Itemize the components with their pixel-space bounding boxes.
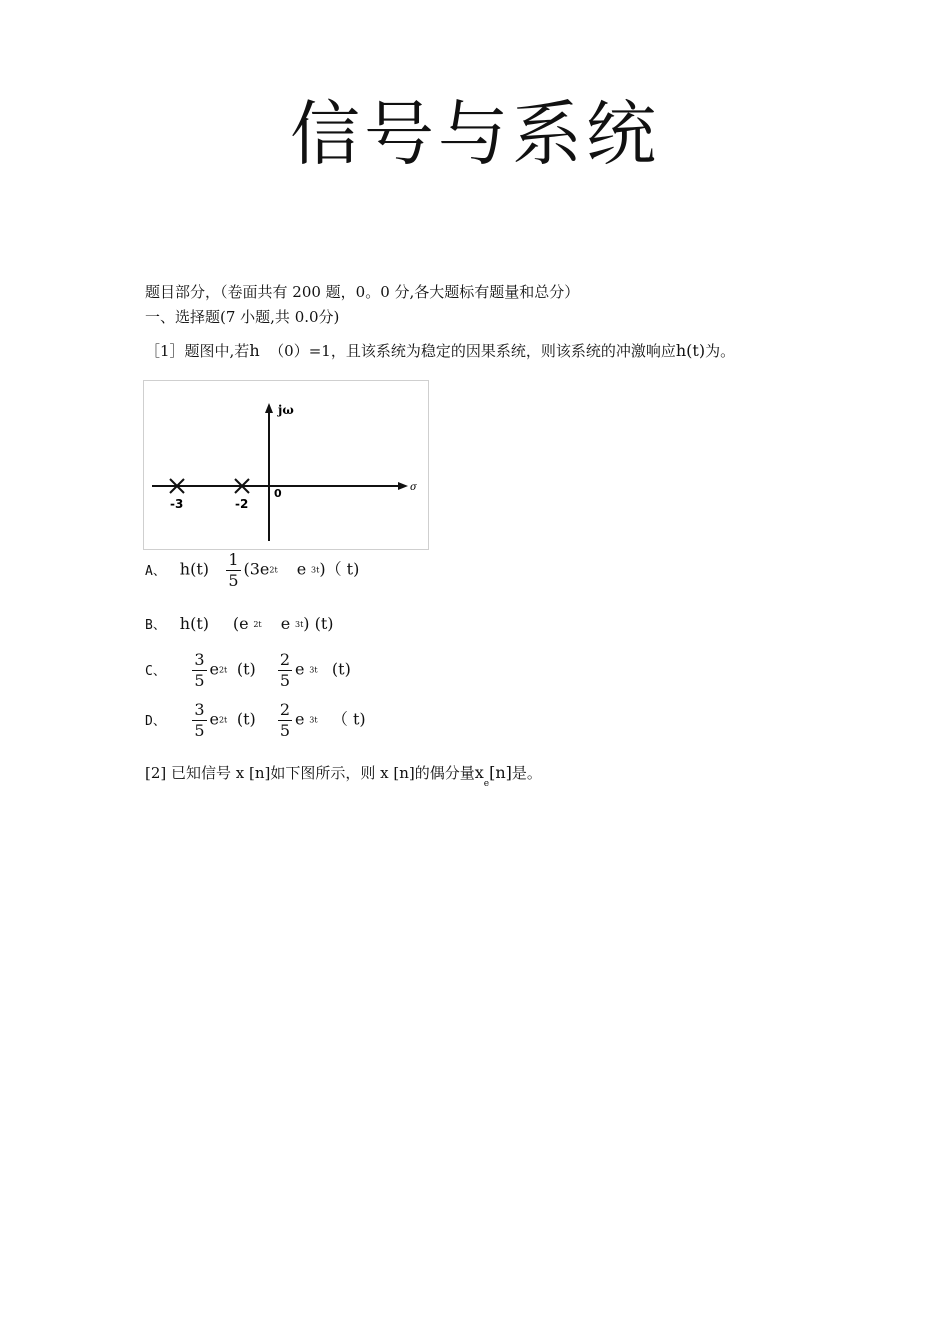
option-d-step1: (t) [236, 709, 256, 729]
option-d-fraction-1: $\frac{3}{5}$ [194, 700, 205, 740]
real-axis-label: σ [410, 482, 417, 493]
option-c-fraction-2: $\frac{2}{5}$ [279, 650, 291, 690]
pole-label-2: -2 [235, 497, 249, 511]
pole-label-1: -3 [170, 497, 184, 511]
option-c-label: C、 [145, 663, 166, 679]
option-c-term1: e [209, 659, 219, 679]
option-a-term2: e [296, 559, 307, 579]
option-a-exp2: 3t [311, 565, 320, 575]
summary-line: 题目部分，（卷面共有 200 题，0。0 分,各大题标有题量和总分） [145, 283, 580, 301]
option-b-tail: ) (t) [303, 614, 334, 633]
option-a-label: A、 [145, 563, 166, 579]
option-c-term2: e [295, 659, 305, 679]
option-a[interactable] [145, 552, 359, 589]
option-a-exp1: 2t [269, 565, 278, 575]
imag-axis-arrow [265, 403, 273, 413]
option-d-term2: e [295, 709, 305, 729]
option-c-exp2: 3t [309, 665, 318, 675]
origin-label: 0 [274, 487, 282, 500]
question-1 [145, 340, 735, 361]
option-a-lhs: h(t) [179, 559, 209, 579]
q1-condition: （0）=1，且该系统为稳定的因果系统，则该系统的冲激响应 [269, 342, 676, 360]
option-d-label: D、 [145, 713, 166, 729]
q2-sub: e [483, 779, 490, 789]
q2-n: [n] [489, 763, 512, 782]
option-d-exp2: 3t [309, 715, 318, 725]
option-d-step2: （ t) [331, 709, 366, 729]
option-d-fraction-2: $\frac{2}{5}$ [279, 700, 291, 740]
option-c-exp1: 2t [218, 665, 228, 675]
question-2 [145, 762, 542, 789]
q1-text-before: ［1］题图中,若 [145, 342, 250, 360]
option-a-tail: )（ t) [319, 559, 360, 579]
q1-h: h [249, 341, 260, 360]
option-b-label: B、 [145, 618, 166, 633]
option-a-fraction: $\frac{1}{5}$ [228, 550, 239, 590]
option-c-step1: (t) [236, 659, 256, 679]
option-b-term2: e [280, 614, 291, 633]
option-a-term1: (3e [243, 559, 270, 579]
option-b-exp1: 2t [253, 620, 262, 629]
option-d-term1: e [209, 709, 219, 729]
option-c-step2: (t) [331, 659, 351, 679]
q2-after: 是。 [511, 764, 542, 782]
q2-text: [2] 已知信号 x [n]如下图所示，则 x [n]的偶分量 [145, 764, 475, 782]
option-b-lhs: h(t) [179, 614, 209, 633]
option-c[interactable] [145, 652, 351, 689]
option-b-exp2: 3t [294, 620, 304, 629]
q2-x: x [474, 763, 484, 782]
imag-axis-label: jω [278, 403, 294, 417]
real-axis-arrow [398, 482, 408, 490]
pole-zero-plot [143, 380, 429, 550]
document-title: 信号与系统 [290, 93, 660, 175]
option-b-term1: (e [232, 614, 249, 633]
option-d-exp1: 2t [218, 715, 228, 725]
option-c-fraction-1: $\frac{3}{5}$ [194, 650, 205, 690]
q1-ht: h(t) [675, 341, 706, 360]
option-d[interactable] [145, 702, 366, 739]
option-b[interactable] [145, 614, 334, 633]
q1-text-after: 为。 [705, 342, 736, 360]
section-heading: 一、选择题(7 小题,共 0.0分) [145, 308, 340, 326]
